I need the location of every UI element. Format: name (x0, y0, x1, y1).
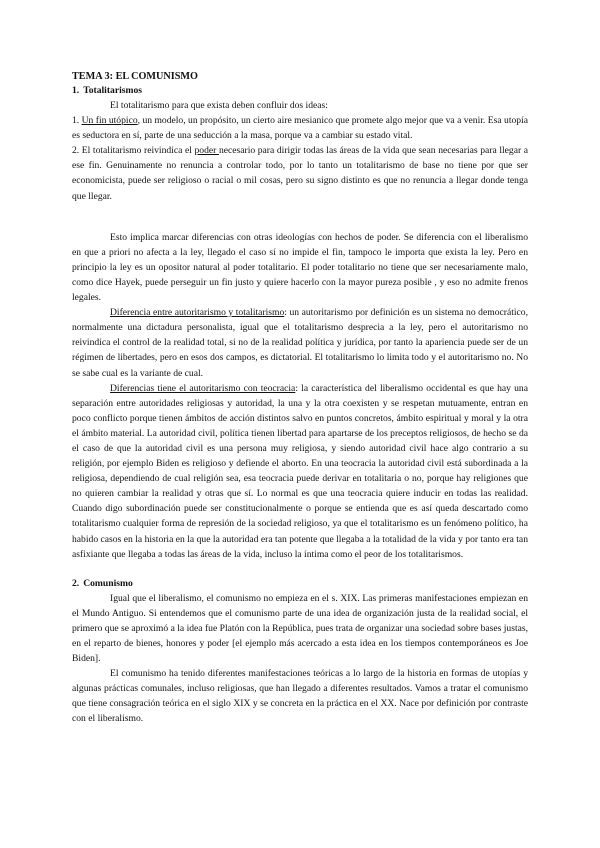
underlined-term: poder (194, 145, 219, 157)
underlined-term: Diferencias tiene el autoritarismo con teocracia (110, 382, 296, 394)
paragraph-autoritarismo (72, 305, 528, 380)
paragraph-origen: Igual que el liberalismo, el comunismo no empieza en el s. XIX. Las primeras manifestaciones empiezan en el Mundo Antiguo. Si entendemos que el comunismo parte de una idea de organización justa de la realidad social, el primero que se aproximó a la idea fue Platón con la República, pues trata de organizar una sociedad sobre bases justas, en el reparto de bienes, honores y poder [el ejemplo más acercado a esta idea en los tiempos contemporáneos es Joe Biden]. (72, 592, 528, 665)
paragraph-text: necesario para dirigir todas las áreas de la vida que sean necesarias para llegar a ese fin. Genuinamente no renuncia a controlar todo, por lo tanto un totalitarismo de base no tiene por que ser economicista, puede ser religioso o racial o mil cosas, pero su signo distinto es que no renuncia a llegar donde tenga que llegar. (72, 145, 529, 202)
section-number: 2. (72, 577, 80, 589)
section-number: 1. (72, 85, 80, 96)
section-heading-totalitarismos (72, 84, 528, 98)
underlined-term: Un fin utópico (81, 115, 138, 127)
paragraph-ley: Esto implica marcar diferencias con otras ideologías con hechos de poder. Se diferencia con el liberalismo en que a priori no afecta a la ley, llegado el caso sí no impide el fin, tampoco le importa que exista la ley. Pero en principio la ley es un opositor natural al poder totalitario. El poder totalitario no tiene que ser necesariamente malo, como dice Hayek, puede perseguir un fin justo y quiere hacerlo con la mayor pureza posible , y eso no admite frenos legales. (72, 231, 528, 304)
paragraph-teocracia (72, 381, 528, 562)
paragraph-manifestaciones: El comunismo ha tenido diferentes manifestaciones teóricas a lo largo de la historia en formas de utopías y algunas prácticas comunales, incluso religiosas, que han llegado a diferentes resultados. Vamos a tratar el comunismo que tiene consagración teórica en el siglo XIX y se concreta en la práctica en el XX. Nace por definición por contraste con el liberalismo. (72, 668, 528, 725)
point-prefix: 1. (72, 115, 82, 127)
section-title: Comunismo (83, 577, 133, 589)
paragraph-point-2 (72, 143, 528, 203)
document-page (72, 70, 528, 727)
point-prefix: 2. El totalitarismo reivindica el (72, 145, 195, 157)
section-title: Totalitarismos (83, 85, 143, 96)
paragraph-point-1 (72, 113, 528, 143)
paragraph-text: : un autoritarismo por definición es un sistema no democrático, normalmente una dictadura personalista, igual que el totalitarismo desprecia a la ley, pero el autoritarismo no reivindica el control de la realidad total, si no de la realidad política y jurídica, por tanto la apariencia puede ser de un régimen de libertades, pero en esos dos campos, es dictatorial. El totalitarismo lo limita todo y el autoritarismo no. No se sabe cual es la variante de cual. (72, 307, 528, 379)
spacer (72, 204, 528, 230)
page-title: TEMA 3: EL COMUNISMO (72, 71, 198, 82)
underlined-term: Diferencia entre autoritarismo y totalitarismo (110, 307, 285, 319)
spacer (72, 562, 528, 577)
paragraph-text: , un modelo, un propósito, un cierto aire mesianico que promete algo mejor que va a venir. Esa utopía es seductora en sí, parte de una seducción a la masa, porque va a cambiar su estado vital. (72, 115, 528, 142)
section-heading-comunismo (72, 577, 528, 591)
paragraph-intro: El totalitarismo para que exista deben confluir dos ideas: (110, 100, 328, 111)
paragraph-text: : la característica del liberalismo occidental es que hay una separación entre autoridades religiosas y autoridad, la una y la otra coexisten y se respetan mutuamente, entran en poco conflicto porque tienen ámbitos de acción distintos salvo en puntos concretos, ámbito espiritual y moral y la otra el ámbito material. La autoridad civil, política tienen libertad para apartarse de los preceptos religiosos, de hecho se da el caso de que la autoridad civil es una persona muy religiosa, y siendo autoridad civil hace algo contrario a su religión, por ejemplo Biden es religioso y defiende el aborto. En una teocracia la autoridad civil está subordinada a la religiosa, dependiendo de cual religión sea, esa teocracia puede derivar en totalitaria o no, porque hay religiones que no quieren cambiar la realidad y otras que sí. Lo normal es que una teocracia quiere inducir en todas las realidad. Cuando digo subordinación puede ser constitucionalmente o porque se entienda que es así queda descartado como totalitarismo cualquier forma de represión de la sociedad religioso, ya que el totalitarismo es un fenómeno político, ha habido casos en la historia en la que la autoridad era tan potente que llegaba a la totalidad de la vida y por tanto era tan asfixiante que llegaba a todas las áreas de la vida, incluso la íntima como el peor de los totalitarismos. (72, 382, 528, 560)
